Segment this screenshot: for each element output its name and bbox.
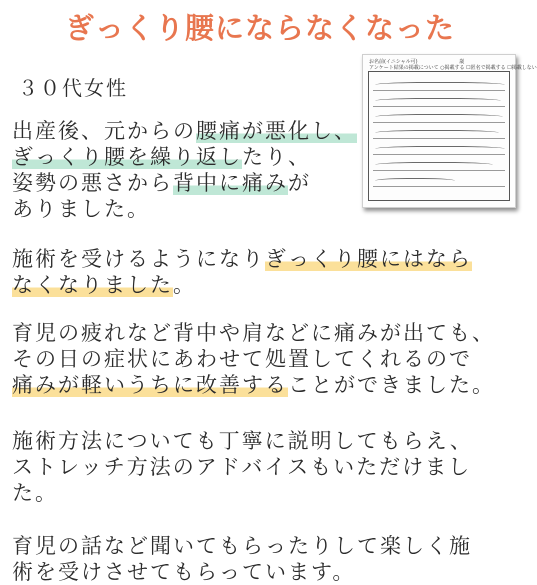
form-ruled-line: [373, 138, 505, 139]
paragraph-5: [12, 533, 472, 585]
handwriting-scribble: [375, 146, 505, 153]
handwriting-scribble: [375, 98, 501, 105]
highlighted-text: 背中に痛み: [173, 171, 288, 195]
paragraph-text: その日の症状にあわせて処置してくれるので: [12, 347, 472, 371]
paragraph-3: [12, 320, 495, 398]
paragraph-text: ありました。: [12, 197, 150, 221]
paragraph-text: 育児の疲れなど背中や肩などに痛みが出ても、: [12, 321, 495, 345]
form-ruled-line: [373, 106, 505, 107]
paragraph-text: 術を受けさせてもらっています。: [12, 560, 356, 584]
paragraph-2: [12, 246, 472, 298]
highlighted-text: 腰痛が悪化し、: [196, 119, 357, 143]
paragraph-text: 育児の話など聞いてもらったりして楽しく施: [12, 534, 472, 558]
form-age-label: 歳: [459, 59, 465, 65]
form-ruled-line: [373, 170, 505, 171]
form-header-line: アンケート結果の掲載について ○掲載する ☐匿名で掲載する ☐掲載しない: [369, 65, 537, 71]
form-answer-box: [368, 71, 510, 201]
form-name-label: お名前(イニシャル可): [369, 59, 418, 65]
handwriting-scribble: [375, 162, 493, 169]
form-ruled-line: [373, 154, 505, 155]
paragraph-text: た。: [12, 481, 58, 505]
paragraph-text: 姿勢の悪さから: [12, 171, 173, 195]
paragraph-text: ストレッチ方法のアドバイスもいただけまし: [12, 455, 472, 479]
form-ruled-line: [373, 122, 505, 123]
paragraph-text: 出産後、元からの: [12, 119, 196, 143]
form-header: [369, 59, 537, 71]
handwriting-scribble: [375, 114, 503, 121]
paragraph-text: たり、: [242, 145, 311, 169]
customer-label: ３０代女性: [18, 76, 128, 100]
page-title: ぎっくり腰にならなくなった: [64, 11, 455, 45]
highlighted-text: ぎっくり腰にはなら: [265, 247, 472, 271]
handwriting-scribble: [375, 82, 505, 89]
handwriting-scribble: [375, 178, 455, 185]
paragraph-4: [12, 428, 473, 506]
paragraph-text: 。: [173, 273, 196, 297]
survey-sheet-image: [362, 54, 537, 208]
form-ruled-line: [373, 90, 505, 91]
handwriting-scribble: [375, 130, 499, 137]
highlighted-text: 痛みが軽いうちに改善する: [12, 373, 288, 397]
highlighted-text: ぎっくり腰を繰り返し: [12, 145, 242, 169]
paragraph-text: ことができました。: [288, 373, 495, 397]
paragraph-text: が: [288, 171, 311, 195]
paragraph-text: 施術を受けるようになり: [12, 247, 265, 271]
paragraph-text: 施術方法についても丁寧に説明してもらえ、: [12, 429, 473, 453]
form-ruled-line: [373, 186, 505, 187]
paragraph-1: [12, 118, 357, 222]
highlighted-text: なくなりました: [12, 273, 173, 297]
